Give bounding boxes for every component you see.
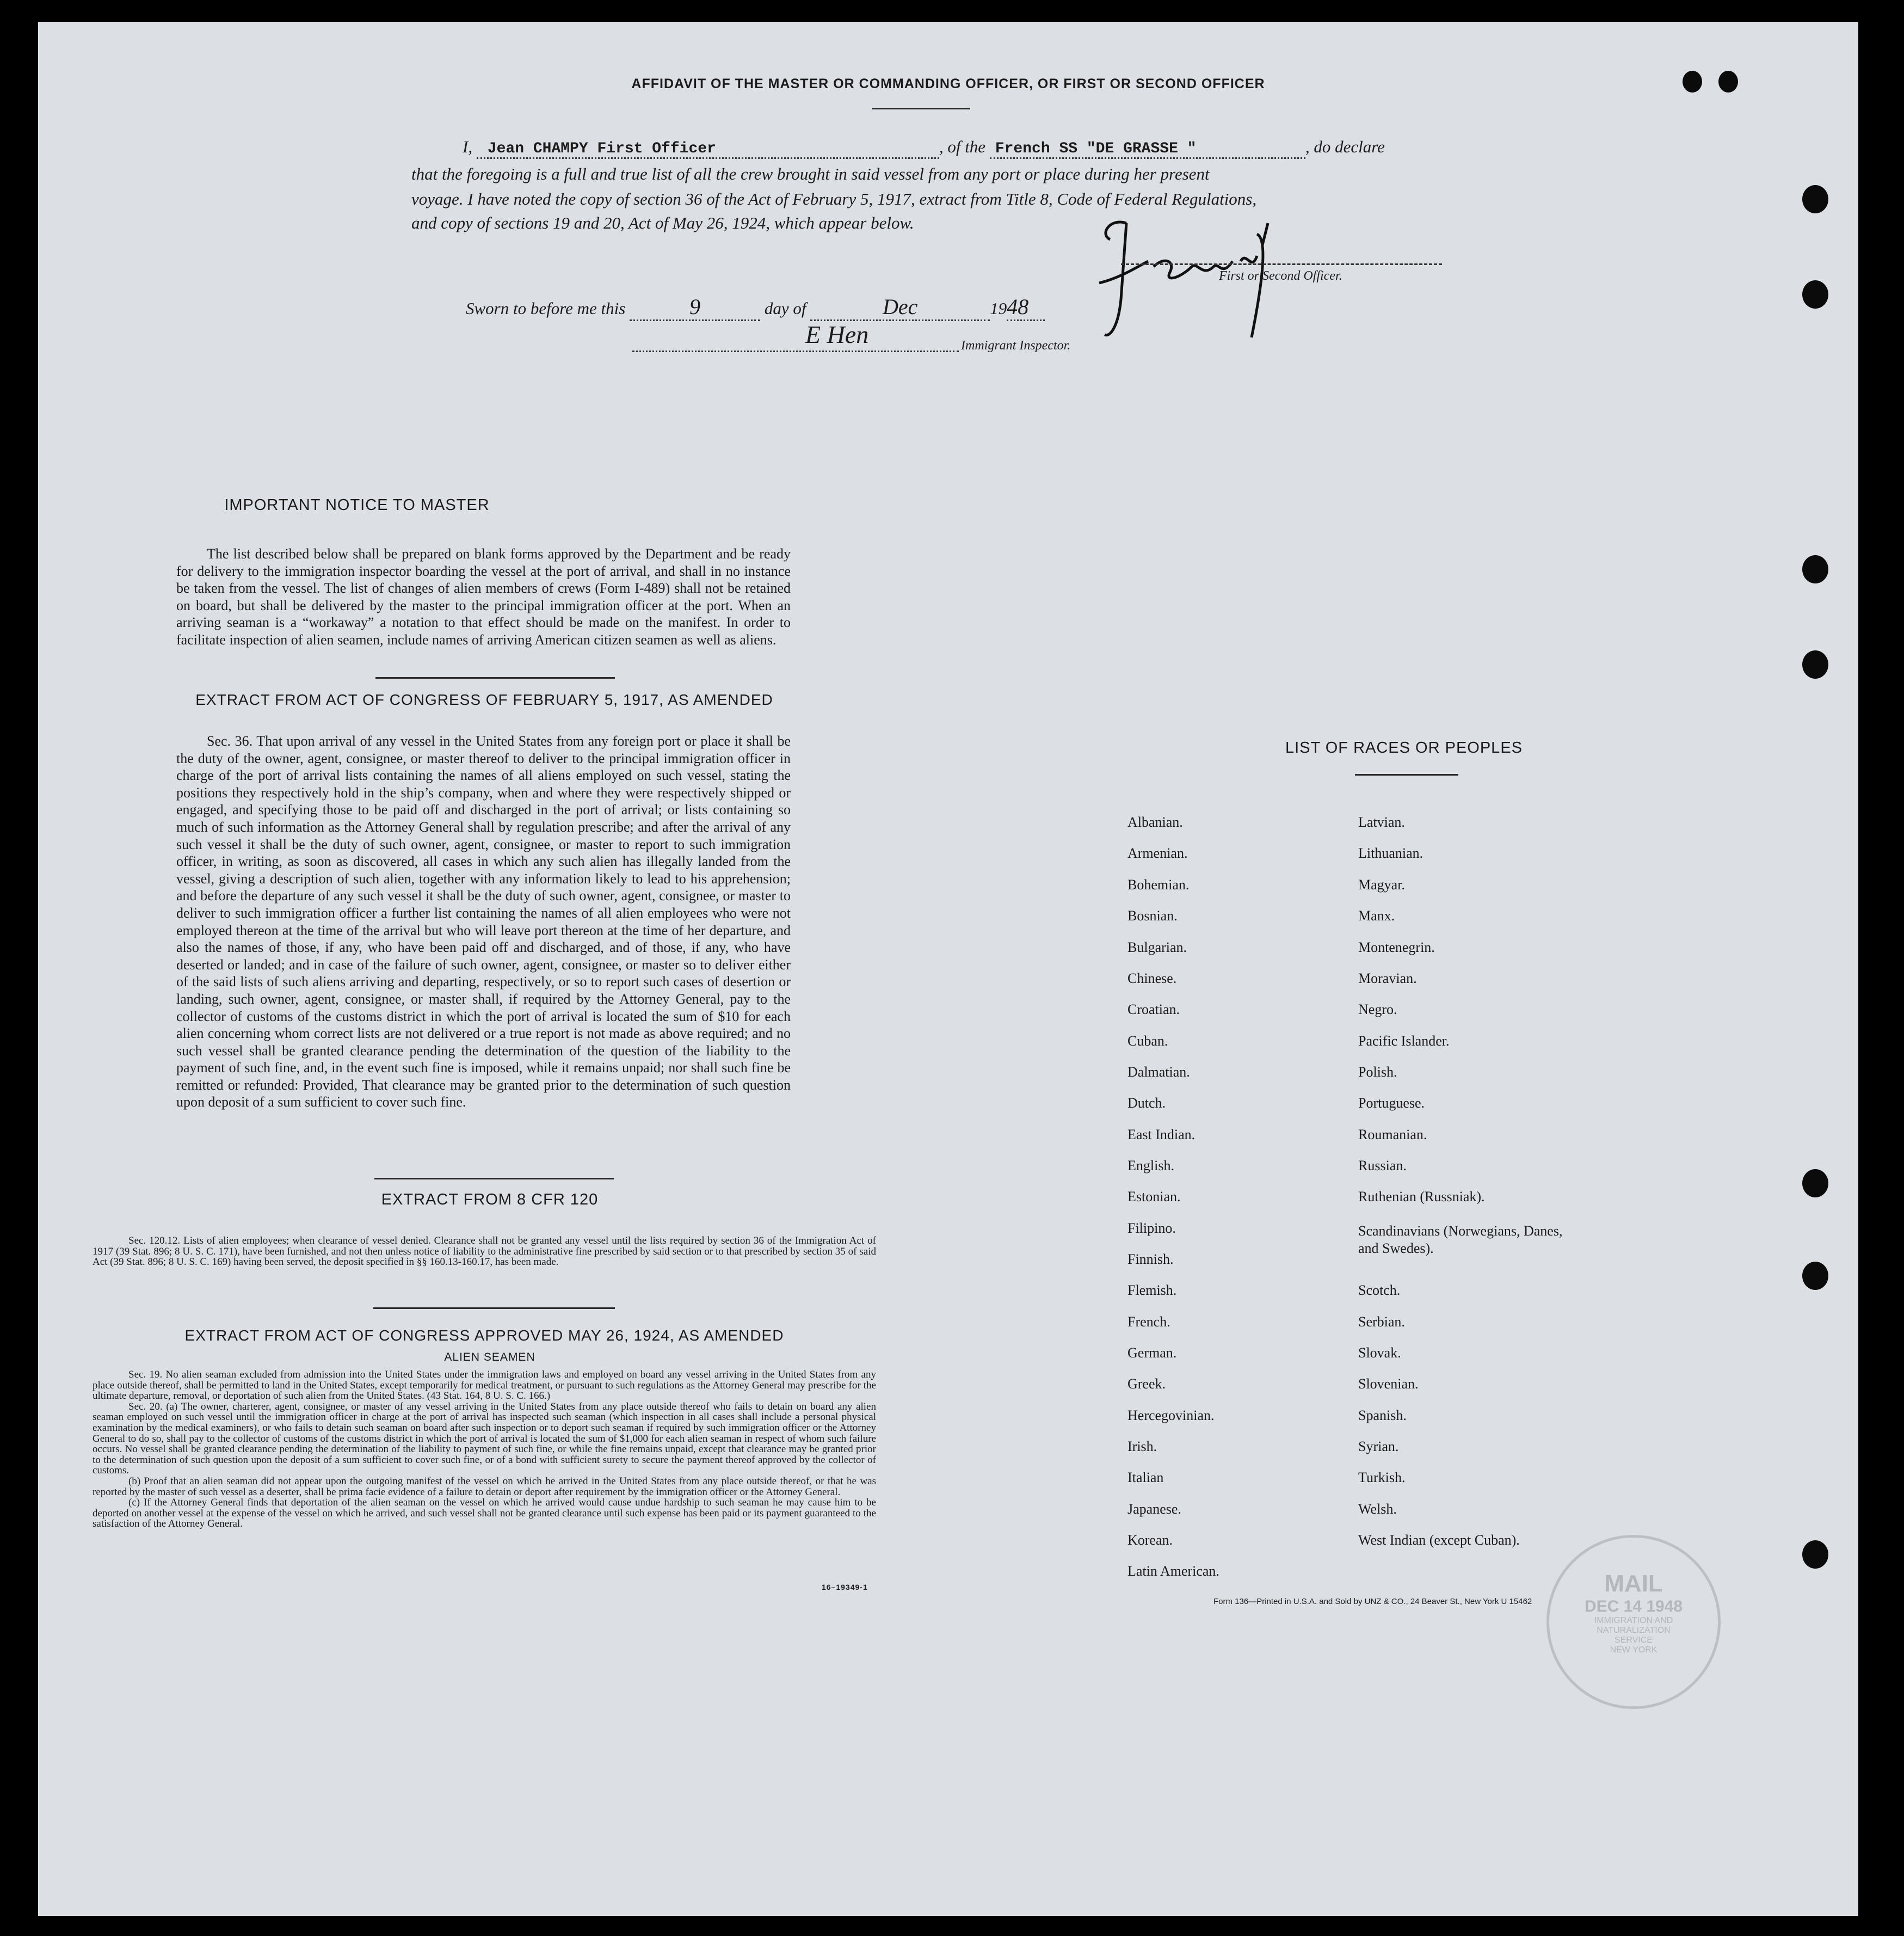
extract-1924-subtitle: ALIEN SEAMEN — [444, 1351, 535, 1363]
race-left-item: Italian — [1127, 1470, 1164, 1485]
affidavit-title: AFFIDAVIT OF THE MASTER OR COMMANDING OFFICER, OR FIRST OR SECOND OFFICER — [631, 76, 1265, 91]
race-right-item: Portuguese. — [1358, 1095, 1425, 1111]
cfr-title: EXTRACT FROM 8 CFR 120 — [381, 1191, 599, 1208]
race-right-item: Slovenian. — [1358, 1376, 1419, 1392]
stamp-agency-2: NATURALIZATION — [1597, 1626, 1671, 1635]
race-left-item: Estonian. — [1127, 1189, 1181, 1204]
race-right-item: Moravian. — [1358, 970, 1417, 986]
stamp-date: DEC 14 1948 — [1584, 1597, 1683, 1615]
race-right-item: Ruthenian (Russniak). — [1358, 1189, 1485, 1204]
sec20a-text: Sec. 20. (a) The owner, charterer, agent, consignee, or master of any vessel arriving in the United States from any place outside thereof who fails to detain on board any alien seaman employed on such vessel until the immigration officer in charge at the port of arrival has inspected such seaman (which inspection in all cases shall include a personal physical examination by the medical examiners), or who fails to detain such seaman on board after such inspection or to deport such seaman if required by such immigration officer or the Attorney General to do so, shall pay to the collector of customs of the customs district in which the port of arrival is located the sum of $1,000 for each alien seaman in respect of whom such failure occurs. No vessel shall be granted clearance pending the determination of the liability to payment of such fine, or while the fine remains unpaid, except that clearance may be granted prior to the determination of such question upon the deposit of a sum sufficient to cover such fine, or of a bond with sufficient surety to secure the payment thereof approved by the collector of customs. — [93, 1400, 876, 1477]
affidavit-i: I, — [463, 137, 473, 156]
extract-1924-body — [93, 1369, 876, 1529]
race-left-item: Finnish. — [1127, 1251, 1174, 1267]
race-right-item: Polish. — [1358, 1064, 1397, 1080]
races-rule — [1355, 774, 1458, 776]
cfr-text: Sec. 120.12. Lists of alien employees; when clearance of vessel denied. Clearance shall not be granted any vessel until the lists required by section 36 of the Immigration Act of 1917 (39 Stat. 896; 8 U. S. C. 171), have been furnished, and not then unless notice of liability to the administrative fine prescribed by said section or to that prescribed by section 35 of said Act (39 Stat. 896; 8 U. S. C. 169) having been served, the deposit specified in §§ 160.13-160.17, has been made. — [93, 1235, 876, 1268]
race-left-item: Bosnian. — [1127, 908, 1178, 924]
year-prefix: 19 — [990, 299, 1007, 318]
sec20c-text: (c) If the Attorney General finds that deportation of the alien seaman on the vessel on which he arrived would cause undue hardship to such seaman he may cause him to be deported on another vessel at the expense of the vessel on which he arrived, and such vessel shall not be granted clearance until such expense has been paid or its payment guaranteed to the satisfaction of the Attorney General. — [93, 1497, 876, 1530]
vessel-name: French SS "DE GRASSE " — [990, 140, 1305, 159]
form-code: 16–19349-1 — [822, 1583, 868, 1591]
race-right-item: Scandinavians (Norwegians, Danes, and Swedes). — [1358, 1223, 1563, 1256]
punch-hole — [1802, 1169, 1828, 1197]
inspector-caption: Immigrant Inspector. — [961, 339, 1071, 353]
race-left-item: Armenian. — [1127, 845, 1188, 861]
stamp-agency-1: IMMIGRATION AND — [1594, 1616, 1673, 1625]
race-left-item: Cuban. — [1127, 1033, 1168, 1049]
sec20b-text: (b) Proof that an alien seaman did not appear upon the outgoing manifest of the vessel on which he arrived in the United States from any place outside thereof, or that he was reported by the master of such vessel as a deserter, shall be prima facie evidence of a failure to detain or deport after requirement by the immigration officer or the Attorney General. — [93, 1475, 876, 1498]
race-right-item: Slovak. — [1358, 1345, 1401, 1361]
punch-hole — [1802, 185, 1828, 213]
inspector-signature: E Hen — [805, 321, 869, 348]
punch-hole — [1802, 1540, 1828, 1569]
do-declare: , do declare — [1305, 137, 1385, 156]
race-left-item: Dalmatian. — [1127, 1064, 1190, 1080]
affidavit-line2: that the foregoing is a full and true list of all the crew brought in said vessel from any port or place during her present — [411, 164, 1210, 183]
notice-text: The list described below shall be prepared on blank forms approved by the Department and be ready for delivery to the immigration inspector boarding the vessel at the port of arrival, and shall in no instance be taken from the vessel. The list of changes of alien members of crews (Form I-489) shall not be retained on board, but shall be delivered by the master to the principal immigration officer at the port. When an arriving seaman is a “workaway” a notation to that effect should be made on the manifest. In order to facilitate inspection of alien seamen, include names of arriving American citizen seamen as well as aliens. — [176, 546, 791, 648]
extract-1917-rule — [374, 1178, 614, 1179]
race-left-item: Filipino. — [1127, 1220, 1176, 1236]
race-right-item: Latvian. — [1358, 814, 1405, 830]
race-left-item: Latin American. — [1127, 1563, 1219, 1579]
race-left-item: English. — [1127, 1158, 1174, 1173]
race-left-item: Dutch. — [1127, 1095, 1166, 1111]
race-right-item: Pacific Islander. — [1358, 1033, 1450, 1049]
race-left-item: Japanese. — [1127, 1501, 1181, 1517]
race-right-item: Welsh. — [1358, 1501, 1397, 1517]
race-left-item: German. — [1127, 1345, 1177, 1361]
sec19-text: Sec. 19. No alien seaman excluded from admission into the United States under the immigration laws and employed on board any vessel arriving in the United States from any place outside thereof, shall be permitted to land in the United States, except temporarily for medical treatment, or pursuant to such regulations as the Attorney General may prescribe for the ultimate departure, removal, or deportation of such alien from the United States. (43 Stat. 164, 8 U. S. C. 166.) — [93, 1369, 876, 1402]
affidavit-line4: and copy of sections 19 and 20, Act of May 26, 1924, which appear below. — [411, 213, 914, 232]
race-left-item: Greek. — [1127, 1376, 1166, 1392]
punch-hole — [1802, 555, 1828, 583]
race-right-item: Manx. — [1358, 908, 1395, 924]
extract-1917-title: EXTRACT FROM ACT OF CONGRESS OF FEBRUARY 5, 1917, AS AMENDED — [195, 691, 773, 708]
officer-name: Jean CHAMPY First Officer — [477, 140, 939, 159]
punch-hole — [1802, 1262, 1828, 1290]
notice-rule — [375, 677, 615, 679]
race-left-item: Irish. — [1127, 1439, 1157, 1454]
stamp-city: NEW YORK — [1610, 1645, 1657, 1655]
race-left-item: Flemish. — [1127, 1282, 1177, 1298]
race-right-item: Serbian. — [1358, 1314, 1405, 1330]
race-left-item: Bohemian. — [1127, 877, 1190, 893]
races-title: LIST OF RACES OR PEOPLES — [1285, 739, 1523, 757]
day-of: day of — [764, 299, 806, 318]
inspector-line — [632, 351, 959, 352]
race-left-item: Bulgarian. — [1127, 939, 1187, 955]
mail-stamp — [1546, 1535, 1721, 1709]
punch-hole — [1802, 650, 1828, 679]
document-page — [38, 22, 1858, 1916]
race-left-item: Korean. — [1127, 1532, 1173, 1548]
race-left-item: Chinese. — [1127, 970, 1177, 986]
extract-1924-title: EXTRACT FROM ACT OF CONGRESS APPROVED MAY 26, 1924, AS AMENDED — [184, 1327, 784, 1344]
sworn-prefix: Sworn to before me this — [466, 299, 626, 318]
affidavit-line3: voyage. I have noted the copy of section 36 of the Act of February 5, 1917, extract from Title 8, Code of Federal Regulations, — [411, 189, 1257, 208]
title-rule — [872, 108, 970, 109]
punch-hole — [1802, 280, 1828, 309]
race-right-item: Syrian. — [1358, 1439, 1399, 1454]
race-right-item: Turkish. — [1358, 1470, 1406, 1485]
race-right-item: Negro. — [1358, 1001, 1397, 1017]
race-left-item: Hercegovinian. — [1127, 1408, 1215, 1423]
race-right-item: Roumanian. — [1358, 1127, 1427, 1142]
sworn-line — [466, 294, 1045, 321]
race-right-item: Lithuanian. — [1358, 845, 1424, 861]
race-right-item: Russian. — [1358, 1158, 1407, 1173]
sworn-month: Dec — [810, 294, 990, 321]
race-left-item: East Indian. — [1127, 1127, 1196, 1142]
race-right-item: Spanish. — [1358, 1408, 1407, 1423]
race-right-item: Magyar. — [1358, 877, 1405, 893]
race-right-item: West Indian (except Cuban). — [1358, 1532, 1520, 1548]
printer-footer: Form 136—Printed in U.S.A. and Sold by UNZ & CO., 24 Beaver St., New York U 15462 — [1213, 1597, 1532, 1606]
year-suffix: 48 — [1007, 294, 1045, 321]
of-the: , of the — [939, 137, 986, 156]
race-left-item: Albanian. — [1127, 814, 1183, 830]
notice-title: IMPORTANT NOTICE TO MASTER — [224, 496, 490, 514]
race-left-item: French. — [1127, 1314, 1170, 1330]
race-left-item: Croatian. — [1127, 1001, 1180, 1017]
stamp-agency-3: SERVICE — [1615, 1636, 1653, 1645]
race-right-item: Scotch. — [1358, 1282, 1401, 1298]
sworn-day: 9 — [630, 294, 760, 321]
officer-signature-line — [1121, 263, 1442, 265]
race-right-item: Montenegrin. — [1358, 939, 1435, 955]
stamp-mail: MAIL — [1604, 1570, 1663, 1597]
cfr-rule — [373, 1307, 615, 1309]
affidavit-line1 — [463, 137, 1480, 159]
extract-1917-text: Sec. 36. That upon arrival of any vessel in the United States from any foreign port or place it shall be the duty of the owner, agent, consignee, or master thereof to deliver to the principal immigration officer in charge of the port of arrival lists containing the names of all aliens employed on such vessel, stating the positions they respectively hold in the ship’s company, when and where they were respectively shipped or engaged, and specifying those to be paid off and discharged in the port of arrival; or lists containing so much of such information as the Attorney General shall by regulation prescribe; and after the arrival of any such vessel it shall be the duty of such owner, agent, consignee, or master to report to such immigration officer, in writing, as soon as discovered, all cases in which any such alien has illegally landed from the vessel, giving a description of such alien, together with any information likely to lead to his apprehension; and before the departure of any such vessel it shall be the duty of such owner, agent, consignee, or master to deliver to such immigration officer a further list containing the names of all alien employees who were not employed thereon at the time of the arrival but who will leave port thereon at the time of her departure, and also the names of those, if any, who have been paid off and discharged, and of those, if any, who have deserted or landed; and in case of the failure of such owner, agent, consignee, or master so to deliver either of the said lists of such aliens arriving and departing, respectively, or so to report such cases of desertion or landing, such owner, agent, consignee, or master shall, if required by the Attorney General, pay to the collector of customs of the customs district in which the port of arrival is located the sum of $10 for each alien concerning whom correct lists are not delivered or a true report is not made as above required; and no such vessel shall be granted clearance pending the determination of the question of the liability to the payment of such fine, and, in the event such fine is imposed, while it remains unpaid; nor shall such fine be remitted or refunded: Provided, That clearance may be granted prior to the determination of such question upon deposit of a sum sufficient to cover such fine. — [176, 733, 791, 1110]
officer-caption: First or Second Officer. — [1219, 269, 1342, 283]
